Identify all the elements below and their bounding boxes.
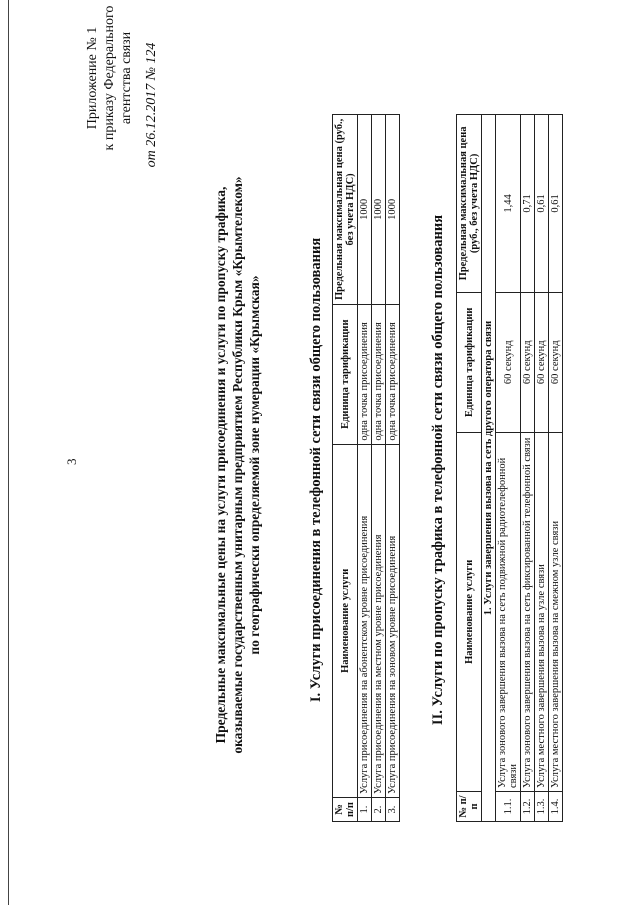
row-price: 0,61 bbox=[535, 115, 549, 293]
row-num: 1.2. bbox=[521, 792, 535, 822]
table-header-row bbox=[333, 115, 358, 822]
row-price: 0,71 bbox=[521, 115, 535, 293]
row-price: 1000 bbox=[358, 115, 372, 305]
table-row bbox=[358, 115, 372, 822]
row-name: Услуга зонового завершения вызова на сеть подвижной радиотелефонной связи bbox=[496, 432, 521, 791]
table-row bbox=[496, 115, 521, 822]
header-unit: Единица тарификации bbox=[333, 304, 358, 444]
row-price: 0,61 bbox=[549, 115, 563, 293]
table-row bbox=[549, 115, 563, 822]
row-name: Услуга местного завершения вызова на узле связи bbox=[535, 432, 549, 791]
row-unit: одна точка присоединения bbox=[386, 304, 400, 444]
row-name: Услуга присоединения на абонентском уровне присоединения bbox=[358, 444, 372, 797]
page-number: 3 bbox=[64, 458, 79, 465]
table-row bbox=[535, 115, 549, 822]
row-unit: 60 секунд bbox=[496, 292, 521, 432]
row-name: Услуга присоединения на зоновом уровне присоединения bbox=[386, 444, 400, 797]
section-1-table bbox=[332, 114, 400, 822]
row-num: 1.3. bbox=[535, 792, 549, 822]
row-num: 1.1. bbox=[496, 792, 521, 822]
annex-line-1: Приложение № 1 bbox=[85, 26, 100, 130]
table-subheader-row bbox=[482, 115, 496, 822]
row-name: Услуга присоединения на местном уровне присоединения bbox=[372, 444, 386, 797]
header-price: Предельная максимальная цена (руб., без учета НДС) bbox=[333, 115, 358, 305]
row-name: Услуга местного завершения вызова на смежном узле связи bbox=[549, 432, 563, 791]
row-unit: 60 секунд bbox=[549, 292, 563, 432]
row-unit: одна точка присоединения bbox=[372, 304, 386, 444]
row-unit: одна точка присоединения bbox=[358, 304, 372, 444]
annex-line-2: к приказу Федерального bbox=[102, 5, 117, 151]
row-num: 2. bbox=[372, 798, 386, 822]
title-line-1: Предельные максимальные цены на услуги присоединения и услуги по пропуску трафика, bbox=[213, 186, 228, 744]
header-name: Наименование услуги bbox=[457, 432, 482, 791]
header-num: № п/п bbox=[457, 792, 482, 822]
row-num: 1.4. bbox=[549, 792, 563, 822]
header-price: Предельная максимальная цена (руб., без учета НДС) bbox=[457, 115, 482, 293]
title-line-3: по географически определяемой зоне нумерации «Крымская» bbox=[247, 275, 262, 655]
annex-line-3: агентства связи bbox=[119, 31, 134, 125]
table-row bbox=[372, 115, 386, 822]
header-name: Наименование услуги bbox=[333, 444, 358, 797]
table-row bbox=[521, 115, 535, 822]
row-unit: 60 секунд bbox=[535, 292, 549, 432]
table-row bbox=[386, 115, 400, 822]
row-price: 1000 bbox=[386, 115, 400, 305]
row-price: 1,44 bbox=[496, 115, 521, 293]
row-num: 1. bbox=[358, 798, 372, 822]
title-line-2: оказываемые государственным унитарным предприятием Республики Крым «Крымтелеком» bbox=[230, 176, 245, 754]
row-num: 3. bbox=[386, 798, 400, 822]
table-header-row bbox=[457, 115, 482, 822]
row-name: Услуга зонового завершения вызова на сеть фиксированной телефонной связи bbox=[521, 432, 535, 791]
subheader-cell: 1. Услуги завершения вызова на сеть другого оператора связи bbox=[482, 115, 496, 822]
row-unit: 60 секунд bbox=[521, 292, 535, 432]
section-2-heading: II. Услуги по пропуску трафика в телефонной сети связи общего пользования bbox=[430, 214, 446, 726]
row-price: 1000 bbox=[372, 115, 386, 305]
header-num: № п/п bbox=[333, 798, 358, 822]
section-1-heading: I. Услуги присоединения в телефонной сети связи общего пользования bbox=[308, 237, 324, 703]
header-unit: Единица тарификации bbox=[457, 292, 482, 432]
annex-date-line: от 26.12.2017 № 124 bbox=[144, 42, 159, 168]
annex-block bbox=[84, 3, 135, 153]
top-rule bbox=[8, 0, 9, 905]
section-2-table bbox=[456, 114, 563, 822]
document-title bbox=[212, 105, 263, 825]
